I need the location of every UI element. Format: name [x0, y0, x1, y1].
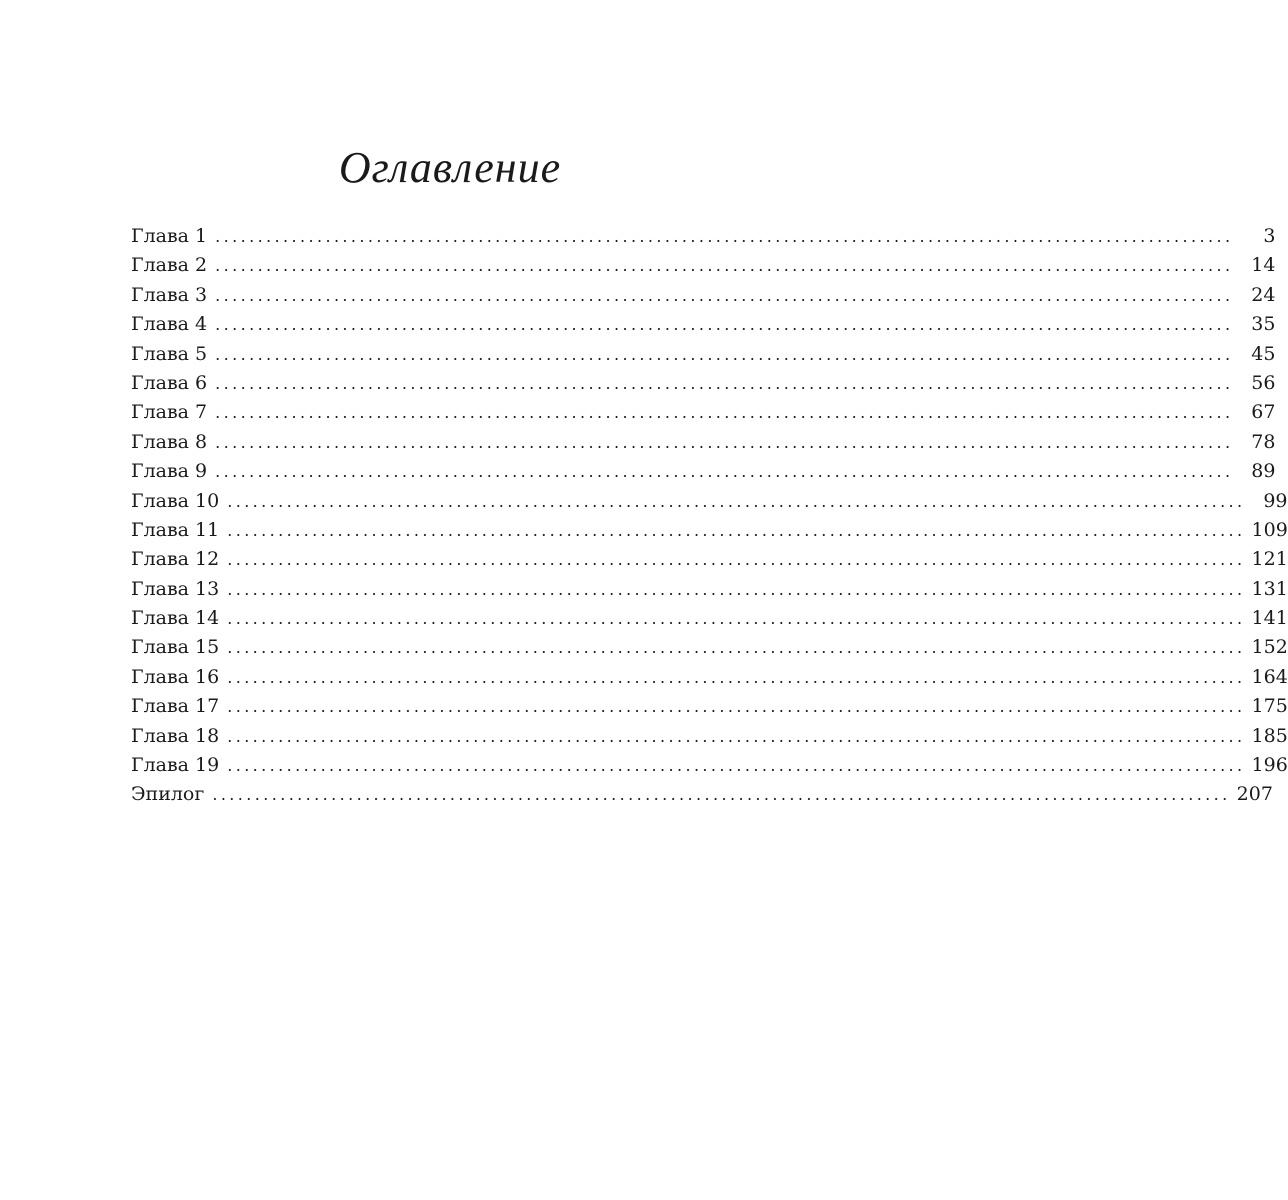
toc-entry-label: Глава 14 [131, 607, 220, 630]
toc-entry-label: Глава 4 [131, 313, 208, 336]
toc-entry-label: Глава 2 [131, 254, 208, 277]
toc-title: Оглавление [338, 143, 562, 192]
toc-entry-label: Эпилог [131, 783, 205, 806]
toc-entry-page-number: 78 [1251, 430, 1276, 453]
toc-entry[interactable] [131, 398, 1276, 427]
toc-entry-label: Глава 10 [131, 489, 220, 512]
dot-leader: ........................................................................................................................ [215, 227, 1234, 246]
toc-entry[interactable] [131, 663, 1288, 692]
toc-entry-label: Глава 18 [131, 724, 220, 747]
dot-leader: ........................................................................................................................ [215, 256, 1234, 276]
toc-entry-label: Глава 6 [131, 371, 208, 394]
toc-entry-label: Глава 1 [131, 225, 208, 247]
dot-leader: ........................................................................................................................ [215, 462, 1234, 482]
toc-entry-page-number: 121 [1251, 548, 1288, 571]
toc-entry-page-number: 131 [1251, 577, 1288, 600]
toc-entry-page-number: 45 [1251, 342, 1276, 365]
toc-entry[interactable] [131, 487, 1288, 516]
toc-entry[interactable] [131, 340, 1276, 369]
toc-entry[interactable] [131, 310, 1276, 339]
toc-entry[interactable] [131, 722, 1288, 751]
dot-leader: ........................................................................................................................ [227, 697, 1246, 717]
toc-entry-page-number: 99 [1263, 489, 1288, 512]
toc-entry-page-number: 35 [1251, 313, 1276, 336]
toc-entry[interactable] [131, 545, 1288, 574]
dot-leader: ........................................................................................................................ [215, 344, 1234, 364]
dot-leader: ........................................................................................................................ [215, 432, 1234, 452]
dot-leader: ........................................................................................................................ [227, 667, 1246, 687]
toc-entry[interactable] [131, 692, 1288, 721]
toc-entry[interactable] [131, 251, 1276, 280]
toc-entry-label: Глава 9 [131, 460, 208, 483]
toc-entry-label: Глава 17 [131, 695, 220, 718]
toc-entry-label: Глава 7 [131, 401, 208, 424]
dot-leader: ........................................................................................................................ [215, 285, 1234, 305]
dot-leader: ........................................................................................................................ [227, 638, 1246, 658]
toc-entry-page-number: 185 [1251, 724, 1288, 747]
toc-entry[interactable] [131, 369, 1276, 398]
toc-entry-label: Глава 5 [131, 342, 208, 365]
dot-leader: ........................................................................................................................ [227, 579, 1246, 599]
dot-leader: ........................................................................................................................ [227, 520, 1246, 540]
toc-entry[interactable] [131, 428, 1276, 457]
toc-entry[interactable] [131, 751, 1288, 780]
dot-leader: ........................................................................................................................ [227, 726, 1246, 746]
dot-leader: ........................................................................................................................ [227, 609, 1246, 629]
toc-entry-label: Глава 12 [131, 548, 220, 571]
toc-entry-page-number: 89 [1251, 460, 1276, 483]
dot-leader: ........................................................................................................................ [227, 550, 1246, 570]
toc-entry-page-number: 56 [1251, 371, 1276, 394]
toc-entry[interactable] [131, 457, 1276, 486]
toc-entry[interactable] [131, 633, 1288, 662]
toc-entry-label: Глава 3 [131, 283, 208, 306]
toc-entry[interactable] [131, 516, 1288, 545]
dot-leader: ........................................................................................................................ [212, 785, 1231, 805]
toc-entry-page-number: 207 [1236, 783, 1273, 806]
dot-leader: ........................................................................................................................ [215, 373, 1234, 393]
toc-entry-page-number: 109 [1251, 518, 1288, 541]
toc-entry-page-number: 175 [1251, 695, 1288, 718]
toc-entry[interactable] [131, 281, 1276, 310]
toc-entry[interactable] [131, 575, 1288, 604]
dot-leader: ........................................................................................................................ [227, 491, 1246, 511]
toc-entry-page-number: 67 [1251, 401, 1276, 424]
toc-entry-page-number: 24 [1251, 283, 1276, 306]
toc-entry[interactable] [131, 222, 1276, 251]
toc-entry-label: Глава 11 [131, 518, 220, 541]
dot-leader: ........................................................................................................................ [215, 403, 1234, 423]
toc-entry-label: Глава 15 [131, 636, 220, 659]
toc-entry[interactable] [131, 604, 1288, 633]
toc-entry[interactable] [131, 780, 1273, 809]
toc-entry-page-number: 14 [1251, 254, 1276, 277]
toc-entry-label: Глава 8 [131, 430, 208, 453]
toc-entry-page-number: 141 [1251, 607, 1288, 630]
dot-leader: ........................................................................................................................ [215, 315, 1234, 335]
toc-entry-page-number: 164 [1251, 665, 1288, 688]
toc-entry-page-number: 3 [1263, 225, 1276, 247]
toc-entry-label: Глава 16 [131, 665, 220, 688]
toc-entry-page-number: 152 [1251, 636, 1288, 659]
toc-entry-label: Глава 19 [131, 754, 220, 777]
dot-leader: ........................................................................................................................ [227, 756, 1246, 776]
toc-entry-label: Глава 13 [131, 577, 220, 600]
toc-list [131, 222, 1288, 810]
toc-entry-page-number: 196 [1251, 754, 1288, 777]
